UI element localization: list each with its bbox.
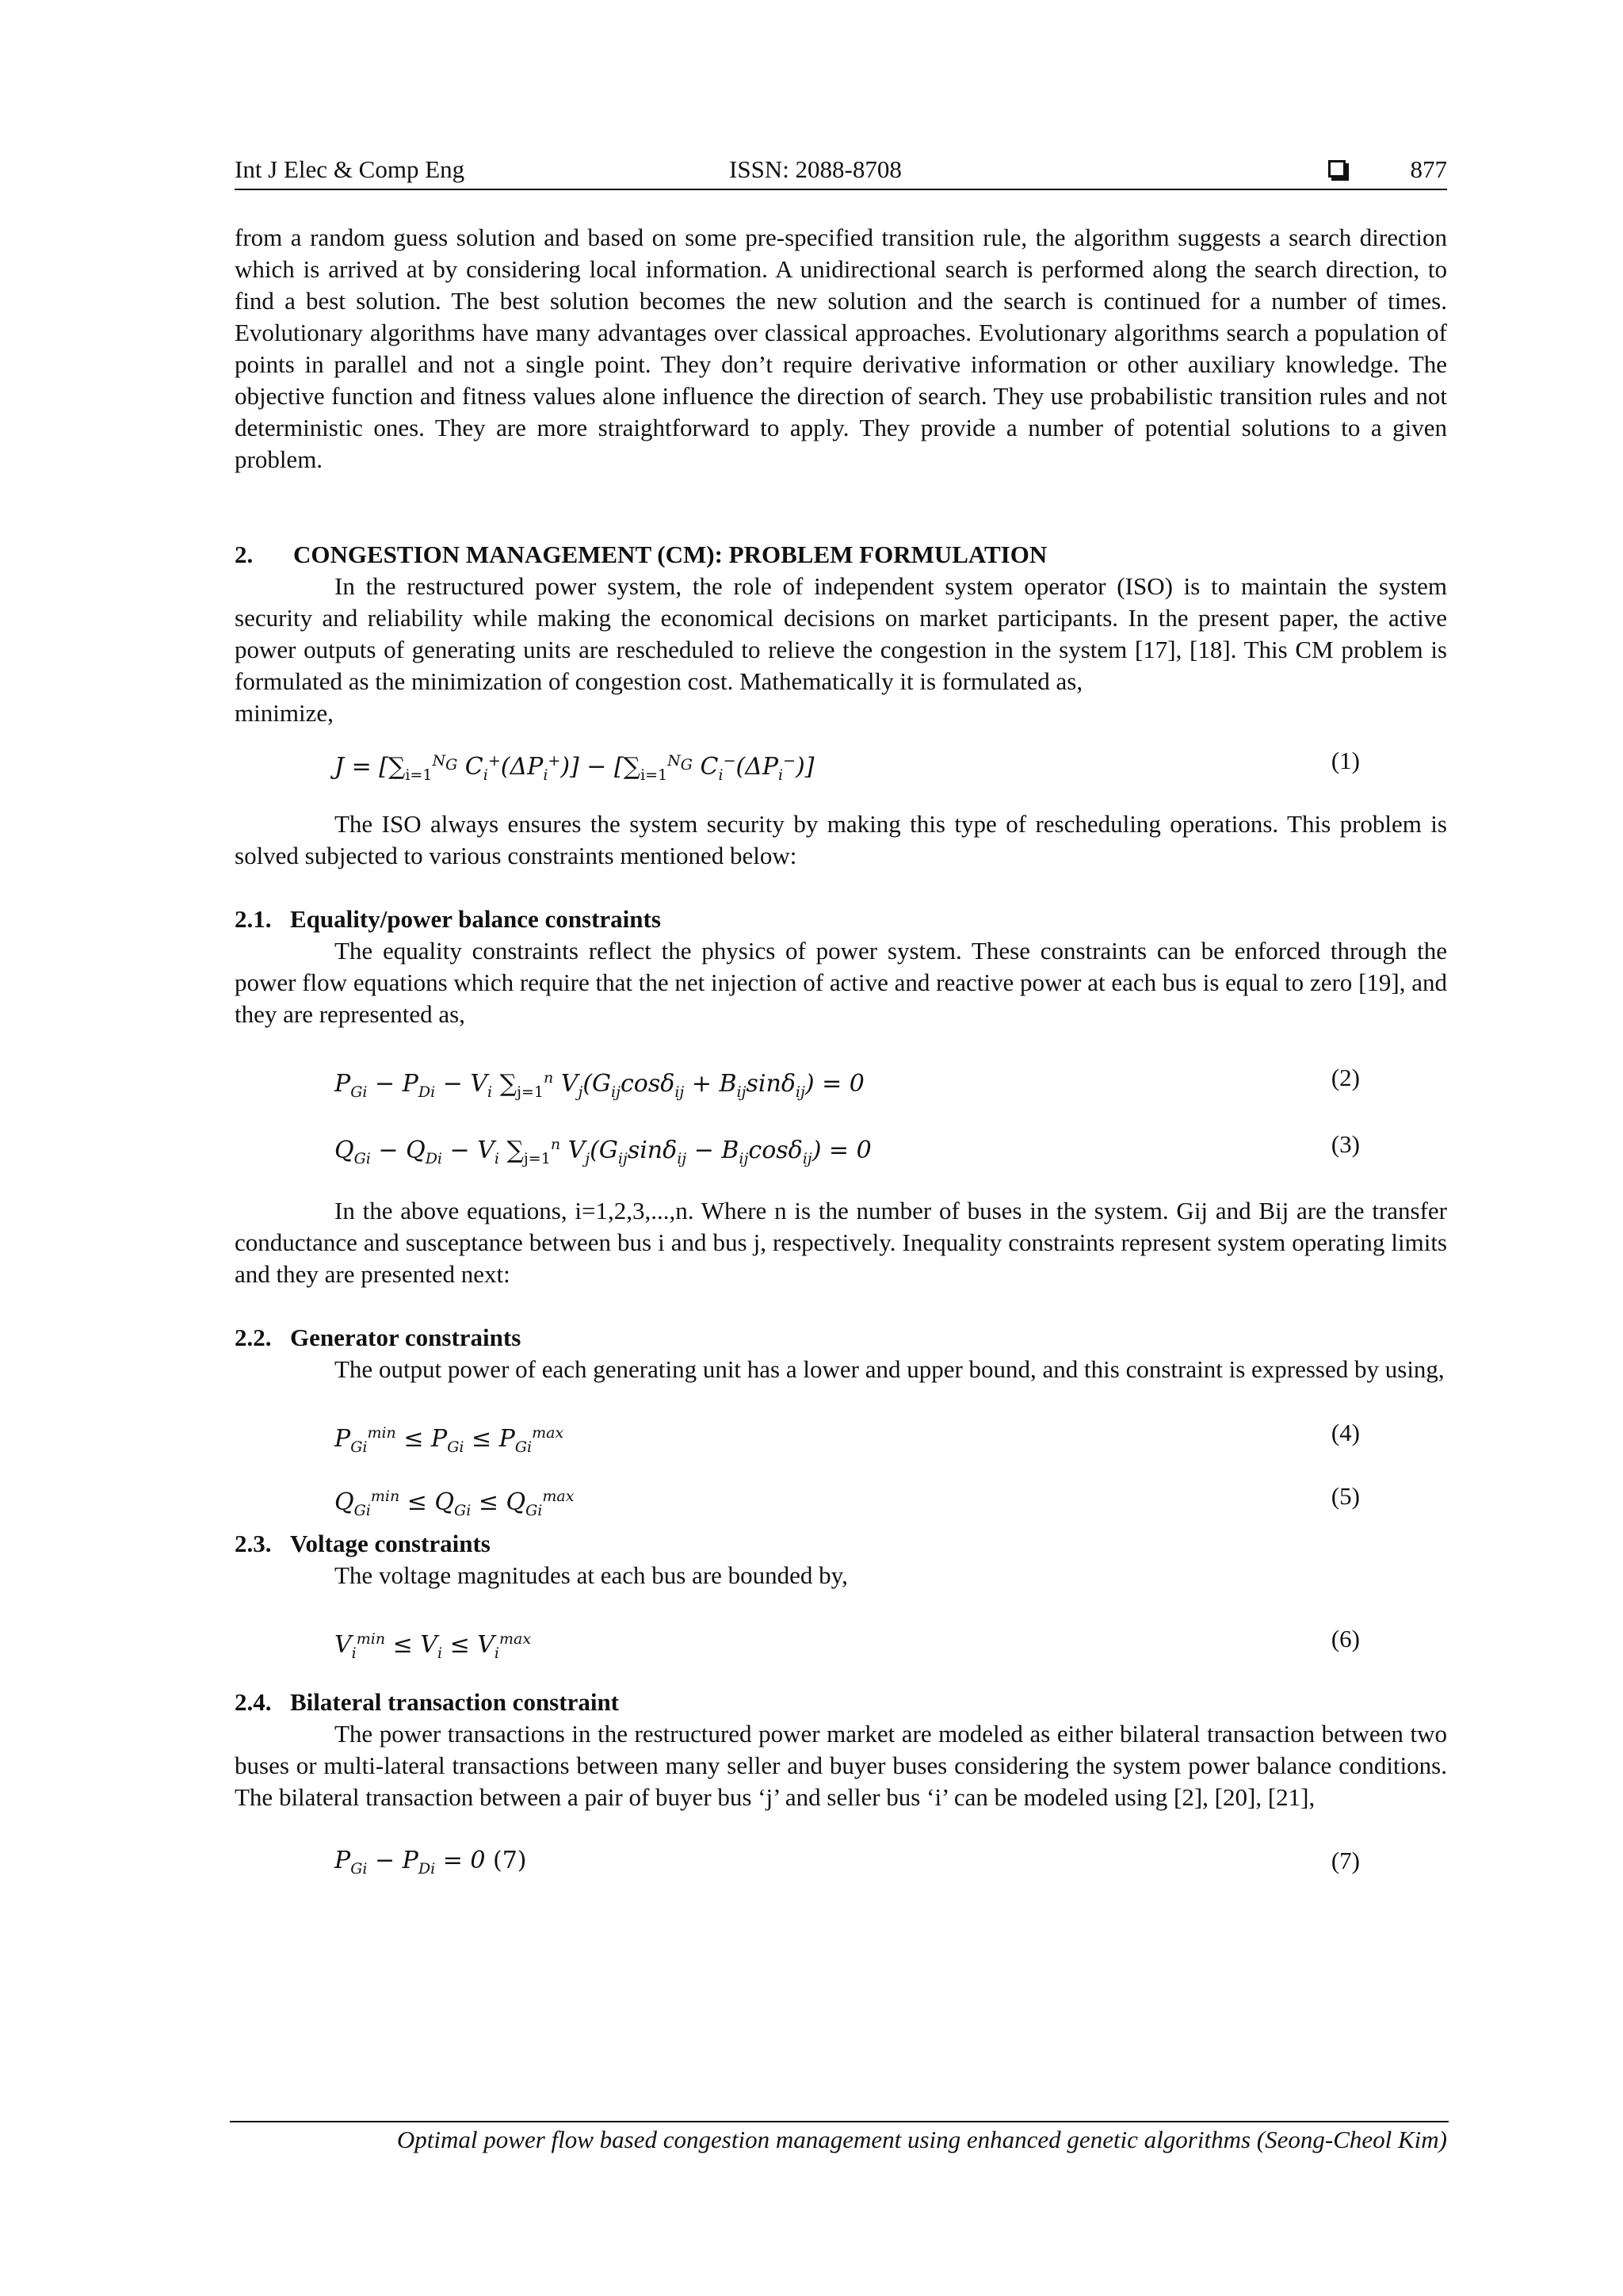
square-bullet-icon bbox=[1328, 160, 1346, 178]
subsection-2-4-heading bbox=[235, 1687, 1447, 1718]
minimize-label: minimize, bbox=[235, 699, 334, 727]
subsection-2-3-number: 2.3. bbox=[235, 1530, 272, 1557]
equation-6 bbox=[235, 1623, 1447, 1662]
footer-rule bbox=[230, 2121, 1449, 2122]
section-2-title: CONGESTION MANAGEMENT (CM): PROBLEM FORMULATION bbox=[293, 541, 1048, 568]
equation-4-number: (4) bbox=[1331, 1419, 1360, 1446]
subsection-2-1-title: Equality/power balance constraints bbox=[290, 905, 661, 933]
subsection-2-2-title: Generator constraints bbox=[290, 1324, 521, 1351]
subsection-2-3-paragraph: The voltage magnitudes at each bus are bounded by, bbox=[334, 1561, 848, 1589]
subsection-2-4-number: 2.4. bbox=[235, 1688, 272, 1716]
equation-7-number: (7) bbox=[1331, 1847, 1360, 1874]
section-2-number: 2. bbox=[235, 541, 254, 568]
equation-6-expression: $V_i^{min} \le V_i \le V_i^{max}$ bbox=[334, 1630, 532, 1662]
equation-1-number: (1) bbox=[1331, 747, 1360, 774]
subsection-2-3-heading bbox=[235, 1528, 1447, 1560]
section-2-paragraph-1: In the restructured power system, the role of independent system operator (ISO) is to maintain the system security and reliability while making the economical decisions on market participants. In the present paper, the active power outputs of generating units are rescheduled to relieve the congestion in the system [17], [18]. This CM problem is formulated as the minimization of congestion cost. Mathematically it is formulated as, bbox=[235, 572, 1447, 695]
issn: ISSN: 2088-8708 bbox=[729, 155, 902, 183]
equation-4-expression: $P_{Gi}^{min} \le P_{Gi} \le P_{Gi}^{max}$ bbox=[334, 1424, 564, 1456]
subsection-2-3-title: Voltage constraints bbox=[290, 1530, 491, 1557]
section-2-paragraph-2: The ISO always ensures the system security by making this type of rescheduling operations. This problem is solved subjected to various constraints mentioned below: bbox=[235, 810, 1447, 869]
subsection-2-1-paragraph-after: In the above equations, i=1,2,3,...,n. Where n is the number of buses in the system. Gij and Bij are the transfer conductance and susceptance between bus i and bus j, respectively. Inequality constraints represent system operating limits and they are presented next: bbox=[235, 1197, 1447, 1288]
subsection-2-1-paragraph: The equality constraints reflect the physics of power system. These constraints can be enforced through the power flow equations which require that the net injection of active and reactive power at each bus is equal to zero [19], and they are represented as, bbox=[235, 937, 1447, 1028]
subsection-2-1-number: 2.1. bbox=[235, 905, 272, 933]
equation-5 bbox=[235, 1480, 1447, 1519]
equation-2 bbox=[235, 1062, 1447, 1101]
equation-3-expression: $Q_{Gi} - Q_{Di} - V_i$ $\sum_{j=1}^n$ $V_j(G_{ij}\sin\delta_{ij} - B_{ij}\cos\delta_{ij}) = 0$ bbox=[334, 1136, 872, 1167]
equation-5-number: (5) bbox=[1331, 1482, 1360, 1510]
equation-6-number: (6) bbox=[1331, 1625, 1360, 1652]
intro-paragraph: from a random guess solution and based on some pre-specified transition rule, the algorithm suggests a search direction which is arrived at by considering local information. A unidirectional search is performed along the search direction, to find a best solution. The best solution becomes the new solution and the search is continued for a number of times. Evolutionary algorithms have many advantages over classical approaches. Evolutionary algorithms search a population of points in parallel and not a single point. They don’t require derivative information or other auxiliary knowledge. The objective function and fitness values alone influence the direction of search. They use probabilistic transition rules and not deterministic ones. They are more straightforward to apply. They provide a number of potential solutions to a given problem. bbox=[235, 223, 1447, 473]
equation-1-expression: $J = [\sum_{i=1}^{N_G}$ $C_i^+(\Delta P_i^+)] - [\sum_{i=1}^{N_G}$ $C_i^-(\Delta P_i^-)$] bbox=[334, 752, 815, 784]
subsection-2-2-number: 2.2. bbox=[235, 1324, 272, 1351]
equation-5-expression: $Q_{Gi}^{min} \le Q_{Gi} \le Q_{Gi}^{max}$ bbox=[334, 1488, 575, 1519]
equation-3-number: (3) bbox=[1331, 1130, 1360, 1158]
equation-7-expression: $P_{Gi} - P_{Di} = 0$ (7) bbox=[334, 1847, 527, 1878]
subsection-2-2-paragraph: The output power of each generating unit has a lower and upper bound, and this constraint is expressed by using, bbox=[334, 1355, 1445, 1383]
section-2-heading bbox=[235, 539, 1447, 571]
subsection-2-1-heading bbox=[235, 904, 1447, 935]
page-body bbox=[235, 222, 1447, 1877]
subsection-2-4-title: Bilateral transaction constraint bbox=[290, 1688, 620, 1716]
equation-1 bbox=[235, 745, 1447, 784]
equation-4 bbox=[235, 1417, 1447, 1456]
subsection-2-2-heading bbox=[235, 1322, 1447, 1354]
journal-name: Int J Elec & Comp Eng bbox=[235, 155, 465, 183]
header-rule bbox=[235, 189, 1447, 190]
equation-3 bbox=[235, 1129, 1447, 1167]
subsection-2-4-paragraph: The power transactions in the restructured power market are modeled as either bilateral transaction between two buses or multi-lateral transactions between many seller and buyer buses considering the system power balance conditions. The bilateral transaction between a pair of buyer bus ‘j’ and seller bus ‘i’ can be modeled using [2], [20], [21], bbox=[235, 1720, 1447, 1811]
running-footer: Optimal power flow based congestion management using enhanced genetic algorithms (Seong-Cheol Kim) bbox=[396, 2126, 1447, 2153]
equation-2-number: (2) bbox=[1331, 1064, 1360, 1091]
equation-7 bbox=[235, 1845, 1447, 1877]
page-number: 877 bbox=[1410, 155, 1447, 183]
equation-2-expression: $P_{Gi} - P_{Di} - V_i$ $\sum_{j=1}^n$ $V_j(G_{ij}\cos\delta_{ij} + B_{ij}\sin\delta_{ij}) = 0$ bbox=[334, 1069, 865, 1101]
running-header bbox=[235, 155, 1447, 193]
